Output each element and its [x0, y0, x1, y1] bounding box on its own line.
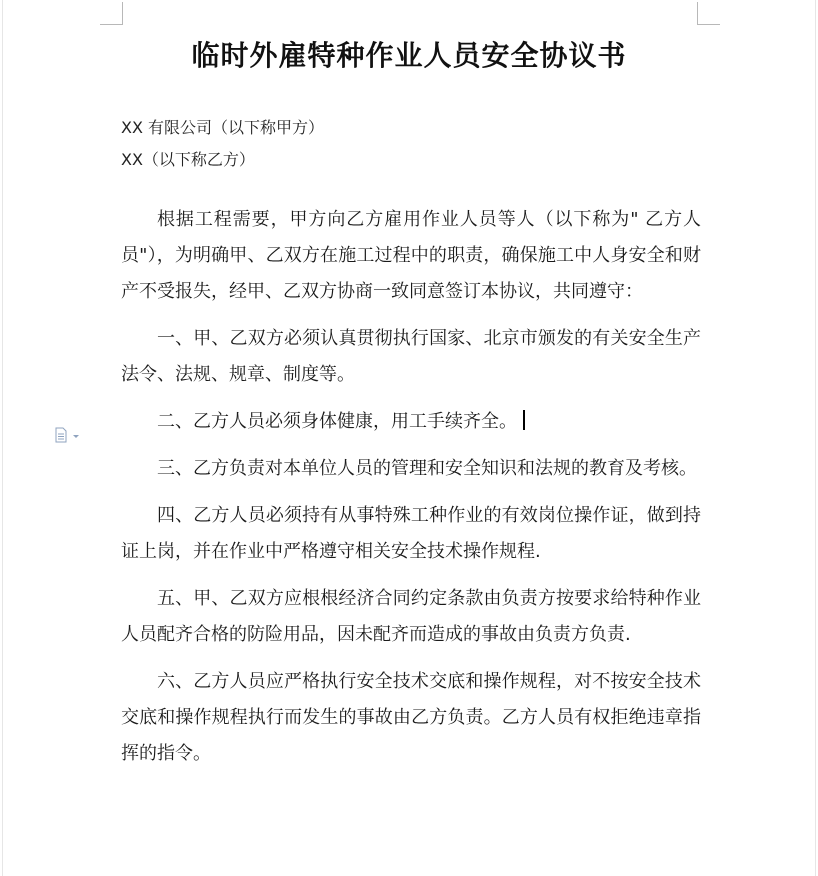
clause-3-paragraph	[121, 451, 701, 487]
page-left-edge	[2, 0, 3, 876]
dropdown-arrow-icon	[72, 434, 80, 440]
clause-6-paragraph	[121, 664, 701, 772]
document-body[interactable]	[121, 202, 701, 783]
page-right-edge	[815, 0, 816, 876]
party-a-line: XX 有限公司（以下称甲方）	[121, 118, 325, 137]
clause-6-text: 六、乙方人员应严格执行安全技术交底和操作规程，对不按安全技术交底和操作规程执行而发生的事故由乙方负责。乙方人员有权拒绝违章指挥的指令。	[121, 671, 701, 764]
clause-1-paragraph	[121, 321, 701, 393]
clause-4-paragraph	[121, 498, 701, 570]
clause-2-paragraph	[121, 404, 701, 440]
document-title: 临时外雇特种作业人员安全协议书	[191, 39, 627, 72]
party-b-line: XX（以下称乙方）	[121, 150, 255, 169]
margin-corner-top-right	[697, 2, 720, 25]
clause-2-text: 二、乙方人员必须身体健康，用工手续齐全。	[157, 411, 517, 432]
clause-3-text: 三、乙方负责对本单位人员的管理和安全知识和法规的教育及考核。	[157, 458, 697, 479]
text-cursor	[523, 410, 525, 430]
clause-5-paragraph	[121, 581, 701, 653]
paragraph-marker[interactable]	[54, 427, 82, 443]
clause-4-text: 四、乙方人员必须持有从事特殊工种作业的有效岗位操作证，做到持证上岗，并在作业中严格遵守相关安全技术操作规程.	[121, 505, 701, 562]
clause-5-text: 五、甲、乙双方应根根经济合同约定条款由负责方按要求给特种作业人员配齐合格的防险用品，因未配齐而造成的事故由负责方负责.	[121, 588, 701, 645]
margin-corner-top-left	[100, 2, 123, 25]
intro-paragraph-text: 根据工程需要，甲方向乙方雇用作业人员等人（以下称为" 乙方人员"），为明确甲、乙双方在施工过程中的职责，确保施工中人身安全和财产不受报失，经甲、乙双方协商一致同意签订本协议，共同遵守：	[121, 209, 701, 302]
clause-1-text: 一、甲、乙双方必须认真贯彻执行国家、北京市颁发的有关安全生产法令、法规、规章、制度等。	[121, 328, 701, 385]
intro-paragraph	[121, 202, 701, 310]
